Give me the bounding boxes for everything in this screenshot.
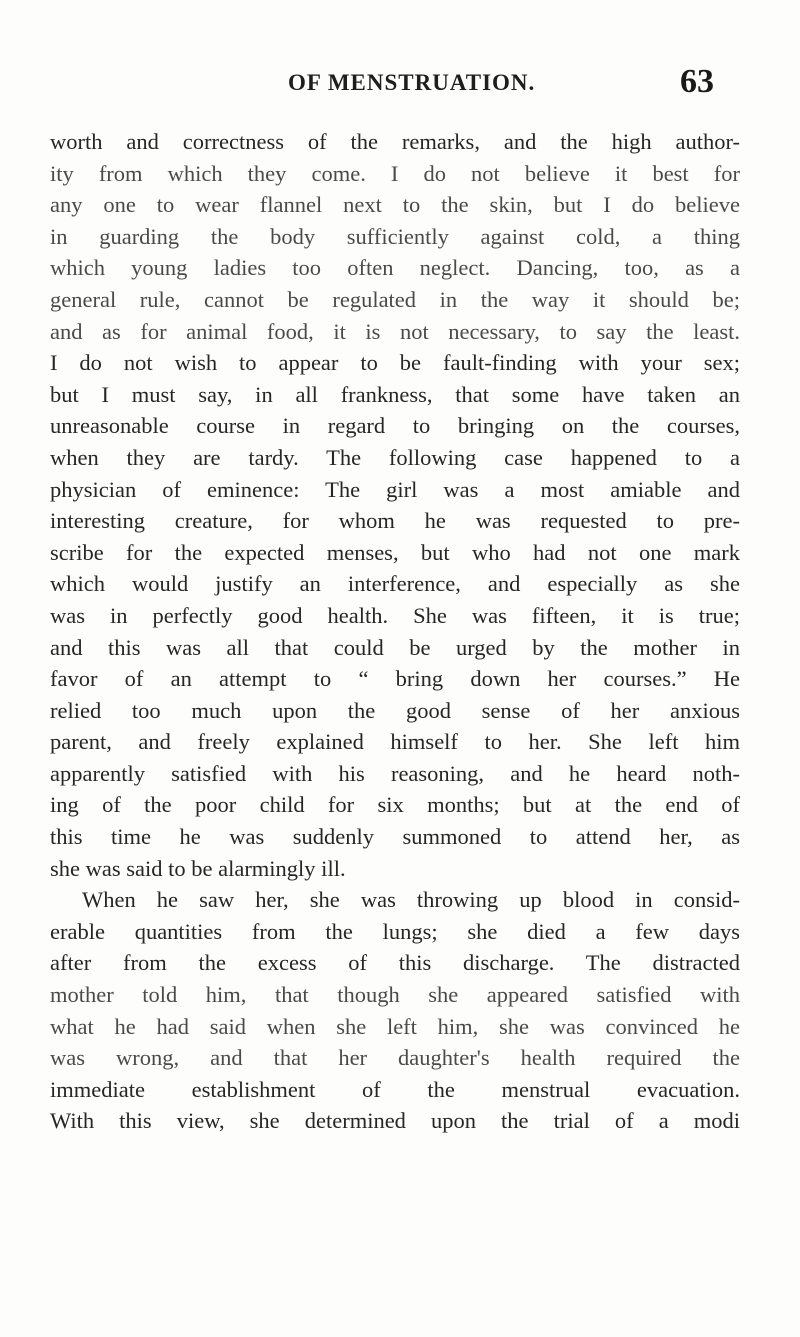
text-line: scribe for the expected menses, but who had not one mark [50,539,740,565]
text-line: relied too much upon the good sense of her anxious [50,697,740,723]
text-line: erable quantities from the lungs; she died a few days [50,918,740,944]
text-line: and as for animal food, it is not necessary, to say the least. [50,318,740,344]
text-line: but I must say, in all frankness, that some have taken an [50,381,740,407]
text-line: mother told him, that though she appeared satisfied with [50,982,740,1008]
text-line: worth and correctness of the remarks, and the high author- [50,129,740,154]
text-line: after from the excess of this discharge. The distracted [50,950,740,976]
text-line: physician of eminence: The girl was a most amiable and [50,476,740,502]
text-line: parent, and freely explained himself to her. She left him [50,729,740,755]
text-line: ity from which they come. I do not believe it best for [50,160,740,186]
text-line: favor of an attempt to “ bring down her courses.” He [50,666,740,692]
text-line: was in perfectly good health. She was fifteen, it is true; [50,602,740,628]
text-line: general rule, cannot be regulated in the way it should be; [50,286,740,312]
text-line: this time he was suddenly summoned to attend her, as [50,824,740,850]
text-line: was wrong, and that her daughter's health required the [50,1045,740,1071]
page-number: 63 [680,63,714,100]
text-line: and this was all that could be urged by the mother in [50,634,740,660]
text-line: which would justify an interference, and especially as she [50,571,740,597]
text-line: unreasonable course in regard to bringing on the courses, [50,413,740,439]
text-line: what he had said when she left him, she was convinced he [50,1013,740,1039]
text-line: apparently satisfied with his reasoning, and he heard noth- [50,760,740,786]
text-line: When he saw her, she was throwing up blood in consid- [82,887,740,913]
text-line: interesting creature, for whom he was requested to pre- [50,508,740,534]
text-line: With this view, she determined upon the trial of a modi [50,1108,740,1134]
text-line: which young ladies too often neglect. Dancing, too, as a [50,255,740,281]
text-line: she was said to be alarmingly ill. [50,855,346,881]
text-line: immediate establishment of the menstrual evacuation. [50,1076,740,1102]
running-head: OF MENSTRUATION. [288,70,536,95]
text-line: when they are tardy. The following case happened to a [50,444,740,470]
text-line: I do not wish to appear to be fault-finding with your sex; [50,350,740,376]
body-text [50,126,740,1137]
text-line: any one to wear flannel next to the skin, but I do believe [50,192,740,218]
text-line: in guarding the body sufficiently against cold, a thing [50,223,740,249]
text-line: ing of the poor child for six months; but at the end of [50,792,740,818]
